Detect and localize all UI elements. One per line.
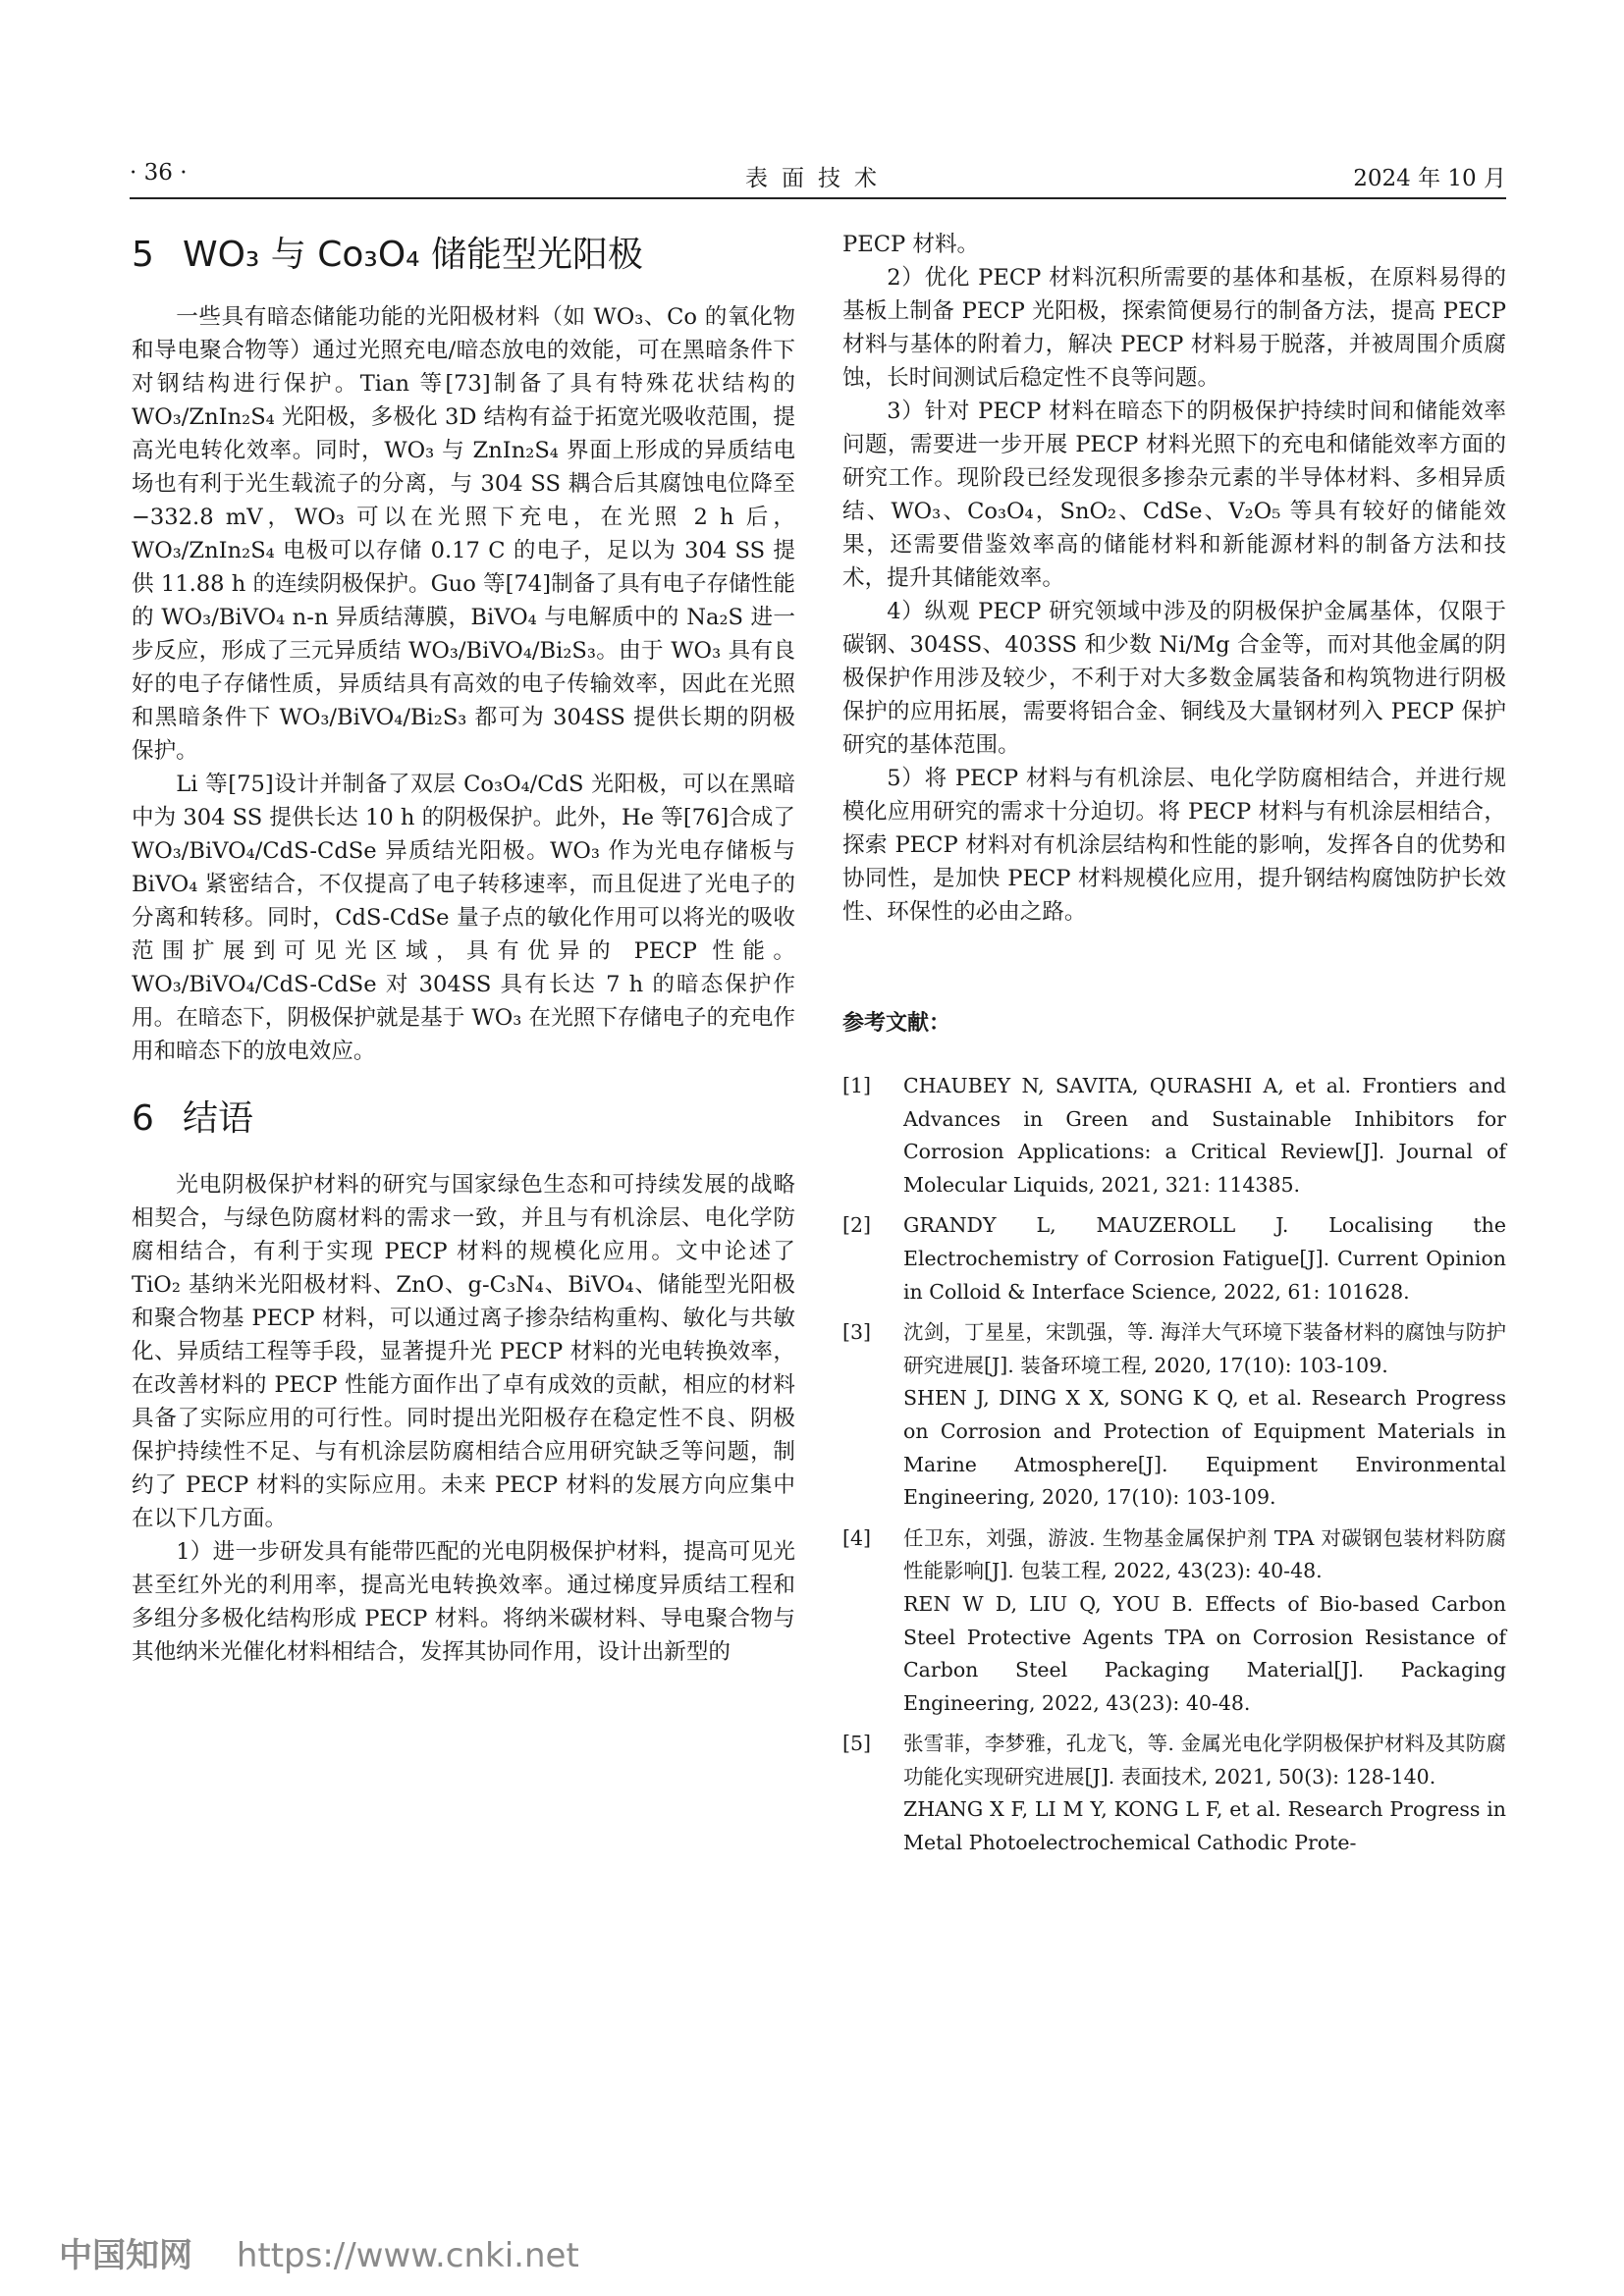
cnki-logo: 中国知网 bbox=[59, 2236, 192, 2275]
reference-text: GRANDY L, MAUZEROLL J. Localising the Electrochemistry of Corrosion Fatigue[J]. Current Opinion in Colloid & Interface Science, 2022, 61: 101628. bbox=[903, 1213, 1506, 1304]
section-5-title: WO₃ 与 Co₃O₄ 储能型光阳极 bbox=[183, 235, 644, 275]
reference-item bbox=[842, 1209, 1506, 1308]
left-column bbox=[132, 228, 795, 1669]
reference-item bbox=[842, 1316, 1506, 1515]
paragraph: 3）针对 PECP 材料在暗态下的阴极保护持续时间和储能效率问题，需要进一步开展 PECP 材料光照下的充电和储能效率方面的研究工作。现阶段已经发现很多掺杂元素的半导体材料、多相异质结、WO₃、Co₃O₄，SnO₂、CdSe、V₂O₅ 等具有较好的储能效果，还需要借鉴效率高的储能材料和新能源材料的制备方法和技术，提升其储能效率。 bbox=[842, 399, 1506, 591]
paragraph: 5）将 PECP 材料与有机涂层、电化学防腐相结合，并进行规模化应用研究的需求十分迫切。将 PECP 材料与有机涂层相结合，探索 PECP 材料对有机涂层结构和性能的影响，发挥各自的优势和协同性，是加快 PECP 材料规模化应用，提升钢结构腐蚀防护长效性、环保性的必由之路。 bbox=[842, 766, 1506, 925]
reference-number: [4] bbox=[842, 1525, 872, 1550]
reference-text: 沈剑，丁星星，宋凯强，等. 海洋大气环境下装备材料的腐蚀与防护研究进展[J]. 装备环境工程, 2020, 17(10): 103-109. bbox=[903, 1320, 1506, 1377]
cnki-watermark bbox=[59, 2228, 579, 2276]
reference-number: [1] bbox=[842, 1074, 872, 1097]
page-number: · 36 · bbox=[130, 160, 188, 186]
paragraph: 2）优化 PECP 材料沉积所需要的基体和基板，在原料易得的基板上制备 PECP 光阳极，探索简便易行的制备方法，提高 PECP 材料与基体的附着力，解决 PECP 材料易于脱落，并被周围介质腐蚀，长时间测试后稳定性不良等问题。 bbox=[842, 265, 1506, 391]
reference-number: [3] bbox=[842, 1320, 872, 1345]
reference-item bbox=[842, 1070, 1506, 1201]
section-6-title: 结语 bbox=[183, 1098, 254, 1139]
reference-number: [2] bbox=[842, 1213, 872, 1238]
reference-text-english: SHEN J, DING X X, SONG K Q, et al. Research Progress on Corrosion and Protection of Equipment Materials in Marine Atmosphere[J]. Equipment Environmental Engineering, 2020, 17(10): 103-109. bbox=[903, 1386, 1506, 1510]
paragraph: 光电阴极保护材料的研究与国家绿色生态和可持续发展的战略相契合，与绿色防腐材料的需求一致，并且与有机涂层、电化学防腐相结合，有利于实现 PECP 材料的规模化应用。文中论述了 TiO₂ 基纳米光阳极材料、ZnO、g-C₃N₄、BiVO₄、储能型光阳极和聚合物基 PECP 材料，可以通过离子掺杂结构重构、敏化与共敏化、异质结工程等手段，显著提升光 PECP 材料的光电转换效率，在改善材料的 PECP 性能方面作出了卓有成效的贡献，相应的材料具备了实际应用的可行性。同时提出光阳极存在稳定性不良、阴极保护持续性不足、与有机涂层防腐相结合应用研究缺乏等问题，制约了 PECP 材料的实际应用。未来 PECP 材料的发展方向应集中在以下几方面。 bbox=[132, 1172, 795, 1531]
page-header bbox=[130, 160, 1506, 199]
cnki-url[interactable]: https://www.cnki.net bbox=[236, 2236, 579, 2275]
section-5-heading bbox=[132, 234, 795, 277]
paragraph: Li 等[75]设计并制备了双层 Co₃O₄/CdS 光阳极，可以在黑暗中为 304 SS 提供长达 10 h 的阴极保护。此外，He 等[76]合成了 WO₃/BiVO₄/CdS-CdSe 异质结光阳极。WO₃ 作为光电存储板与 BiVO₄ 紧密结合，不仅提高了电子转移速率，而且促进了光电子的分离和转移。同时，CdS-CdSe 量子点的敏化作用可以将光的吸收范围扩展到可见光区域，具有优异的 PECP 性能。WO₃/BiVO₄/CdS-CdSe 对 304SS 具有长达 7 h 的暗态保护作用。在暗态下，阴极保护就是基于 WO₃ 在光照下存储电子的充电作用和暗态下的放电效应。 bbox=[132, 772, 795, 1064]
reference-number: [5] bbox=[842, 1732, 872, 1756]
section-5-number: 5 bbox=[132, 235, 154, 275]
header-rule bbox=[130, 197, 1506, 199]
reference-text-english: ZHANG X F, LI M Y, KONG L F, et al. Research Progress in Metal Photoelectrochemical Cathodic Prote- bbox=[903, 1797, 1506, 1855]
paragraph: 4）纵观 PECP 研究领域中涉及的阴极保护金属基体，仅限于碳钢、304SS、403SS 和少数 Ni/Mg 合金等，而对其他金属的阴极保护作用涉及较少，不利于对大多数金属装备和构筑物进行阴极保护的应用拓展，需要将铝合金、铜线及大量钢材列入 PECP 保护研究的基体范围。 bbox=[842, 599, 1506, 758]
reference-text: 任卫东，刘强，游波. 生物基金属保护剂 TPA 对碳钢包装材料防腐性能影响[J]. 包装工程, 2022, 43(23): 40-48. bbox=[903, 1525, 1506, 1583]
issue-date: 2024 年 10 月 bbox=[1353, 166, 1506, 191]
section-6-heading bbox=[132, 1097, 795, 1141]
section-6-number: 6 bbox=[132, 1098, 154, 1139]
paragraph: 一些具有暗态储能功能的光阳极材料（如 WO₃、Co 的氧化物和导电聚合物等）通过光照充电/暗态放电的效能，可在黑暗条件下对钢结构进行保护。Tian 等[73]制备了具有特殊花状结构的 WO₃/ZnIn₂S₄ 光阳极，多极化 3D 结构有益于拓宽光吸收范围，提高光电转化效率。同时，WO₃ 与 ZnIn₂S₄ 界面上形成的异质结电场也有利于光生载流子的分离，与 304 SS 耦合后其腐蚀电位降至−332.8 mV，WO₃ 可以在光照下充电，在光照 2 h 后，WO₃/ZnIn₂S₄ 电极可以存储 0.17 C 的电子，足以为 304 SS 提供 11.88 h 的连续阴极保护。Guo 等[74]制备了具有电子存储性能的 WO₃/BiVO₄ n-n 异质结薄膜，BiVO₄ 与电解质中的 Na₂S 进一步反应，形成了三元异质结 WO₃/BiVO₄/Bi₂S₃。由于 WO₃ 具有良好的电子存储性质，异质结具有高效的电子传输效率，因此在光照和黑暗条件下 WO₃/BiVO₄/Bi₂S₃ 都可为 304SS 提供长期的阴极保护。 bbox=[132, 304, 795, 764]
reference-text: 张雪菲，李梦雅，孔龙飞，等. 金属光电化学阴极保护材料及其防腐功能化实现研究进展[J]. 表面技术, 2021, 50(3): 128-140. bbox=[903, 1732, 1506, 1789]
paragraph: 1）进一步研发具有能带匹配的光电阴极保护材料，提高可见光甚至红外光的利用率，提高光电转换效率。通过梯度异质结工程和多组分多极化结构形成 PECP 材料。将纳米碳材料、导电聚合物与其他纳米光催化材料相结合，发挥其协同作用，设计出新型的 bbox=[132, 1539, 795, 1665]
paragraph-continuation: PECP 材料。 bbox=[842, 232, 980, 257]
right-column bbox=[842, 228, 1506, 1868]
reference-text: CHAUBEY N, SAVITA, QURASHI A, et al. Frontiers and Advances in Green and Sustainable Inhibitors for Corrosion Applications: a Critical Review[J]. Journal of Molecular Liquids, 2021, 321: 114385. bbox=[903, 1074, 1506, 1197]
references-heading: 参考文献： bbox=[842, 1011, 951, 1036]
reference-item bbox=[842, 1728, 1506, 1859]
reference-item bbox=[842, 1522, 1506, 1721]
journal-title: 表面技术 bbox=[745, 166, 891, 191]
reference-text-english: REN W D, LIU Q, YOU B. Effects of Bio-based Carbon Steel Protective Agents TPA on Corrosion Resistance of Carbon Steel Packaging Material[J]. Packaging Engineering, 2022, 43(23): 40-48. bbox=[903, 1591, 1506, 1715]
